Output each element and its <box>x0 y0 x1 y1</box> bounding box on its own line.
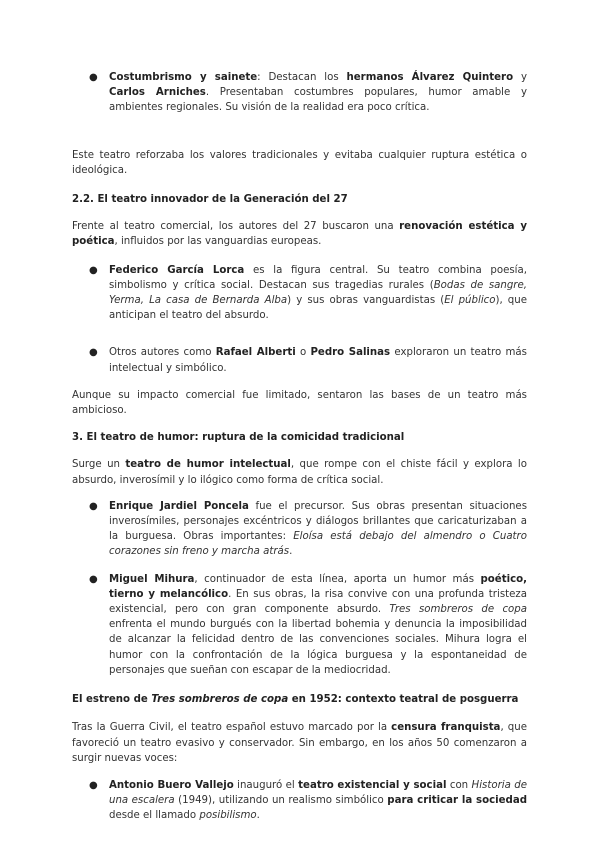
paragraph-impacto: Aunque su impacto comercial fue limitado, sentaron las bases de un teatro más ambicioso. <box>72 389 527 417</box>
document-page <box>72 70 527 824</box>
bullet-jardiel: ● Enrique Jardiel Poncela fue el precursor. Sus obras presentan situaciones inverosímiles, personajes excéntricos y diálogos brillantes que caricaturizaban a la burguesa. Obras importantes: Eloísa está debajo del almendro o Cuatro corazones sin freno y marcha atrás. <box>89 500 527 558</box>
bullet-dot: ● <box>89 72 98 83</box>
bullet-dot: ● <box>89 500 98 512</box>
bullet-costumbrismo: ● Costumbrismo y sainete: Destacan los hermanos Álvarez Quintero y Carlos Arniches. Presentaban costumbres populares, humor amable y ambientes regionales. Su visión de la realidad era poco crítica. <box>89 72 527 114</box>
bullet-otros-autores: ● Otros autores como Rafael Alberti o Pedro Salinas exploraron un teatro más intelectual y simbólico. <box>89 347 527 374</box>
bullet-dot: ● <box>89 573 98 585</box>
bullet-dot: ● <box>89 264 98 276</box>
heading-teatro-humor: 3. El teatro de humor: ruptura de la comicidad tradicional <box>72 432 405 444</box>
bullet-dot: ● <box>89 347 98 359</box>
bullet-buero-vallejo: ● Antonio Buero Vallejo inauguró el teatro existencial y social con Historia de una escalera (1949), utilizando un realismo simbólico para criticar la sociedad desde el llamado posibilismo. <box>89 779 527 822</box>
bullet-dot: ● <box>89 779 98 791</box>
heading-estreno-1952: El estreno de Tres sombreros de copa en 1952: contexto teatral de posguerra <box>72 694 519 706</box>
heading-generacion-27: 2.2. El teatro innovador de la Generación del 27 <box>72 194 348 206</box>
paragraph-generacion-27: Frente al teatro comercial, los autores del 27 buscaron una renovación estética y poética, influidos por las vanguardias europeas. <box>72 221 527 248</box>
bullet-lorca: ● Federico García Lorca es la figura central. Su teatro combina poesía, simbolismo y crítica social. Destacan sus tragedias rurales (Bodas de sangre, Yerma, La casa de Bernarda Alba) y sus obras vanguardistas (El público), que anticipan el teatro del absurdo. <box>89 264 528 322</box>
paragraph-posguerra: Tras la Guerra Civil, el teatro español estuvo marcado por la censura franquista, que favoreció un teatro evasivo y conservador. Sin embargo, en los años 50 comenzaron a surgir nuevas voces: <box>72 722 527 764</box>
bullet-mihura: ● Miguel Mihura, continuador de esta línea, aporta un humor más poético, tierno y melancólico. En sus obras, la risa convive con una profunda tristeza existencial, pero con gran componente absurdo. Tres sombreros de copa enfrenta el mundo burgués con la libertad bohemia y denuncia la imposibilidad de alcanzar la felicidad dentro de las convenciones sociales. Mihura logra el humor con la confrontación de la lógica burguesa y la espontaneidad de personajes que sueñan con escapar de la mediocridad. <box>89 573 527 676</box>
term-costumbrismo: Costumbrismo y sainete <box>109 72 258 83</box>
paragraph-teatro-humor: Surge un teatro de humor intelectual, que rompe con el chiste fácil y explora lo absurdo, inverosímil y lo ilógico como forma de crítica social. <box>72 459 527 486</box>
paragraph-teatro-tradicional: Este teatro reforzaba los valores tradicionales y evitaba cualquier ruptura estética o ideológica. <box>72 149 527 176</box>
